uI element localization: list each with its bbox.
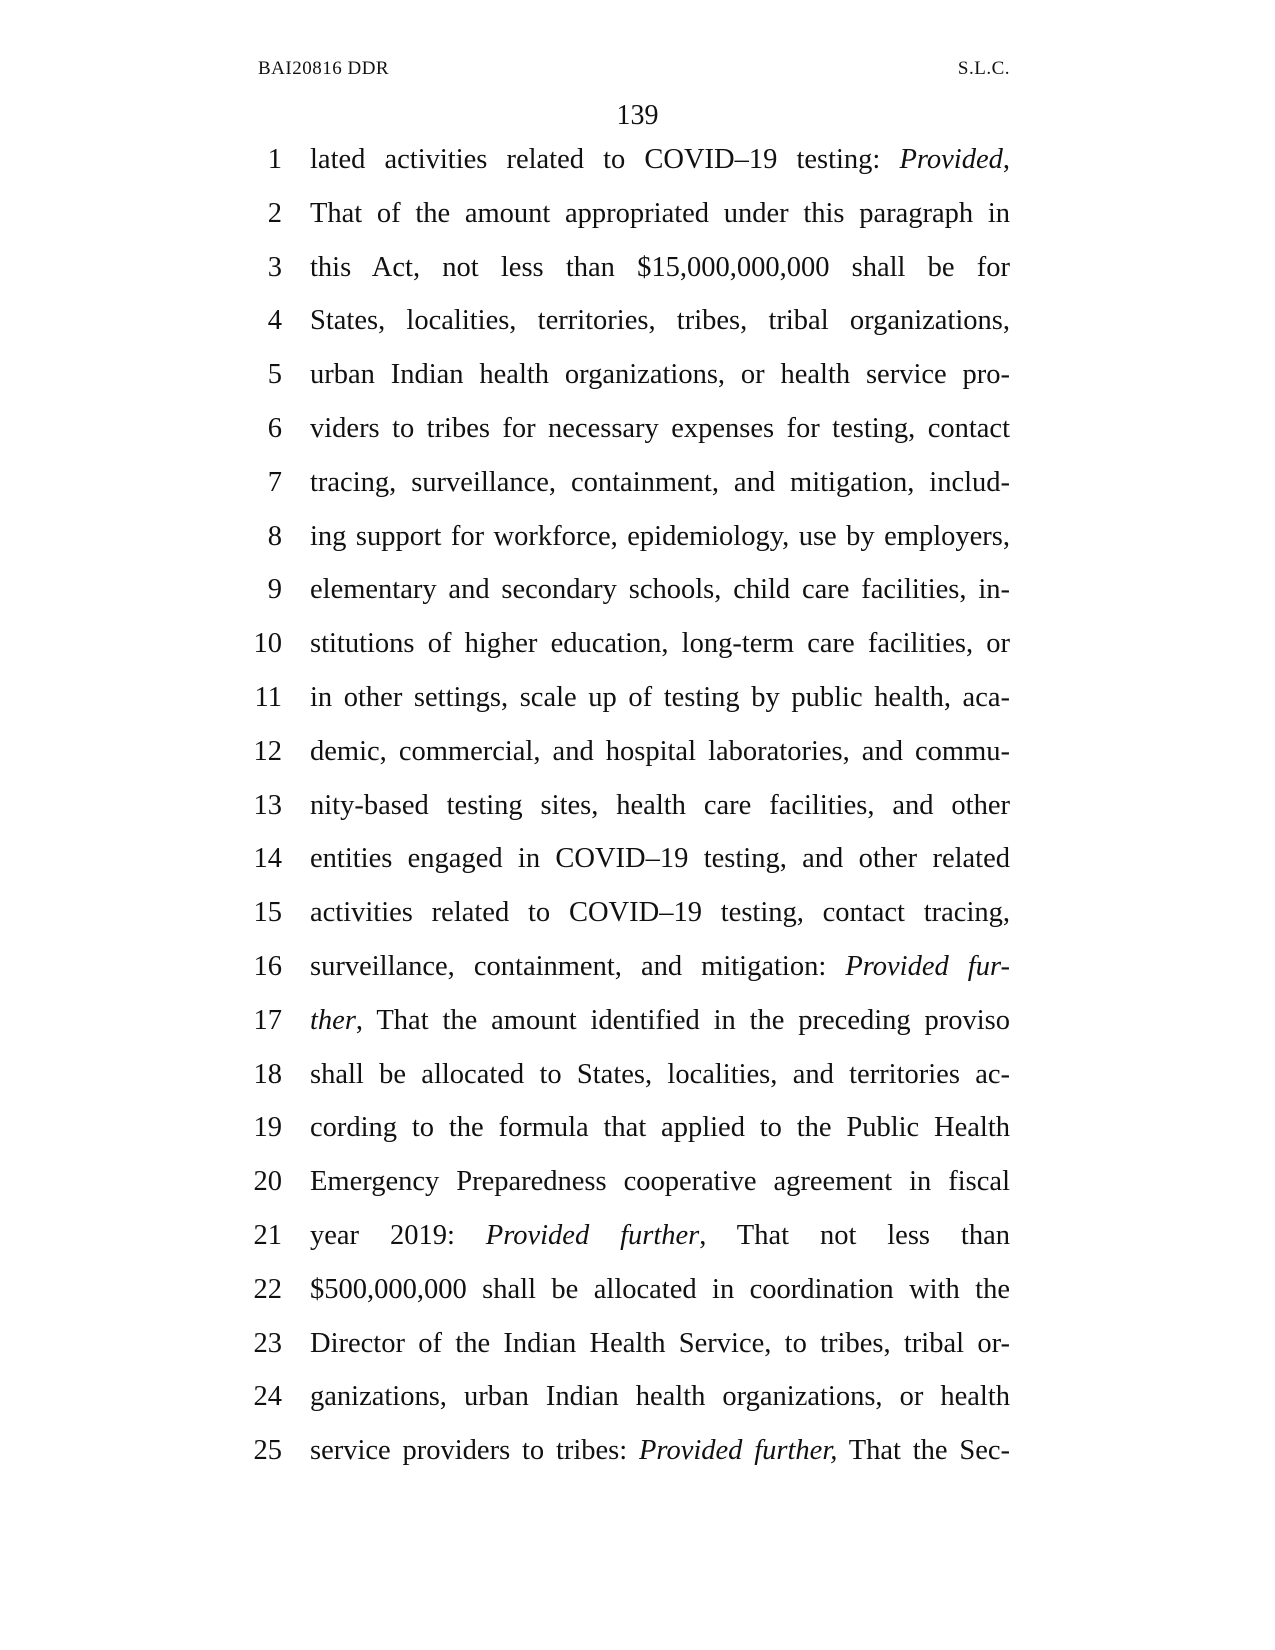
line-text xyxy=(310,194,1010,234)
text-run: activities related to COVID–19 testing, contact tracing, xyxy=(310,897,1010,929)
text-line xyxy=(0,1216,1275,1270)
text-line xyxy=(0,947,1275,1001)
line-number: 11 xyxy=(254,681,282,713)
text-line xyxy=(0,1108,1275,1162)
text-run: lated activities related to COVID–19 testing: xyxy=(310,144,900,175)
text-line xyxy=(0,140,1275,194)
text-run: That of the amount appropriated under this paragraph in xyxy=(310,197,1010,229)
text-line xyxy=(0,1324,1275,1378)
line-text xyxy=(310,1270,1010,1310)
text-run: , That the amount identified in the preceding proviso xyxy=(355,1004,1010,1036)
text-run: service providers to tribes: xyxy=(310,1435,640,1467)
line-number: 7 xyxy=(267,466,282,498)
line-text xyxy=(310,786,1010,826)
line-text xyxy=(310,1431,1010,1471)
text-run: this Act, not less than $15,000,000,000 shall be for xyxy=(310,251,1010,283)
italic-text: Provided further, xyxy=(639,1435,838,1467)
line-text xyxy=(310,301,1010,341)
text-run: urban Indian health organizations, or health service pro- xyxy=(310,359,1010,391)
text-run: in other settings, scale up of testing by public health, aca- xyxy=(310,681,1010,713)
line-number: 14 xyxy=(253,843,282,875)
text-run: ing support for workforce, epidemiology, use by employers, xyxy=(310,520,1010,552)
document-id: BAI20816 DDR xyxy=(258,58,390,79)
text-run: demic, commercial, and hospital laboratories, and commu- xyxy=(310,735,1010,767)
line-text xyxy=(310,1162,1010,1202)
line-number: 9 xyxy=(267,574,282,606)
line-number: 1 xyxy=(267,144,282,175)
text-line xyxy=(0,517,1275,571)
text-line xyxy=(0,1162,1275,1216)
text-line xyxy=(0,463,1275,517)
line-text xyxy=(310,893,1010,933)
line-text xyxy=(310,678,1010,718)
line-number: 20 xyxy=(253,1166,282,1198)
text-run: surveillance, containment, and mitigation: xyxy=(310,950,846,982)
text-line xyxy=(0,732,1275,786)
text-run: cording to the formula that applied to the Public Health xyxy=(310,1112,1010,1144)
line-text xyxy=(310,1001,1010,1041)
line-text xyxy=(310,1055,1010,1095)
text-run: ganizations, urban Indian health organizations, or health xyxy=(310,1381,1010,1413)
line-text xyxy=(310,355,1010,395)
line-number: 18 xyxy=(253,1058,282,1090)
text-line xyxy=(0,786,1275,840)
text-line xyxy=(0,355,1275,409)
line-number: 24 xyxy=(253,1381,282,1413)
text-run: year 2019: xyxy=(310,1219,486,1251)
text-line xyxy=(0,624,1275,678)
line-text xyxy=(310,839,1010,879)
text-run: shall be allocated to States, localities, and territories ac- xyxy=(310,1058,1010,1090)
line-text xyxy=(310,248,1010,288)
line-number: 12 xyxy=(253,735,282,767)
text-line xyxy=(0,1377,1275,1431)
text-line xyxy=(0,678,1275,732)
line-text xyxy=(310,570,1010,610)
text-run: nity-based testing sites, health care facilities, and other xyxy=(310,789,1010,821)
italic-text: Provided fur- xyxy=(845,950,1010,982)
page-number: 139 xyxy=(616,100,659,131)
text-line xyxy=(0,1270,1275,1324)
text-line xyxy=(0,1001,1275,1055)
line-number: 3 xyxy=(267,251,282,283)
line-number: 22 xyxy=(253,1273,282,1305)
line-number: 16 xyxy=(253,950,282,982)
line-number: 10 xyxy=(253,628,282,660)
text-run: , xyxy=(1002,144,1010,175)
line-number: 8 xyxy=(267,520,282,552)
line-number: 6 xyxy=(267,412,282,444)
text-line xyxy=(0,893,1275,947)
text-run: stitutions of higher education, long-term care facilities, or xyxy=(310,628,1010,660)
line-number: 17 xyxy=(253,1004,282,1036)
line-text xyxy=(310,1216,1010,1256)
text-line xyxy=(0,1055,1275,1109)
text-run: elementary and secondary schools, child care facilities, in- xyxy=(310,574,1010,606)
bill-text-body xyxy=(0,140,1275,1485)
text-run: Emergency Preparedness cooperative agreement in fiscal xyxy=(310,1166,1010,1198)
text-line xyxy=(0,194,1275,248)
line-text xyxy=(310,517,1010,557)
text-run: $500,000,000 shall be allocated in coordination with the xyxy=(310,1273,1010,1305)
text-line xyxy=(0,248,1275,302)
line-text xyxy=(310,1108,1010,1148)
line-number: 25 xyxy=(253,1435,282,1467)
line-text xyxy=(310,732,1010,772)
italic-text: Provided xyxy=(899,144,1003,175)
line-number: 15 xyxy=(253,897,282,929)
text-run: , That not less than xyxy=(699,1219,1010,1251)
text-line xyxy=(0,1431,1275,1485)
text-line xyxy=(0,301,1275,355)
line-number: 5 xyxy=(267,359,282,391)
line-number: 23 xyxy=(253,1327,282,1359)
italic-text: ther xyxy=(310,1004,356,1036)
line-number: 2 xyxy=(267,197,282,229)
line-text xyxy=(310,624,1010,664)
text-line xyxy=(0,409,1275,463)
text-run: tracing, surveillance, containment, and mitigation, includ- xyxy=(310,466,1010,498)
text-run: Director of the Indian Health Service, to tribes, tribal or- xyxy=(310,1327,1010,1359)
italic-text: Provided further xyxy=(485,1219,700,1251)
line-text xyxy=(310,1324,1010,1364)
line-number: 13 xyxy=(253,789,282,821)
text-run: viders to tribes for necessary expenses for testing, contact xyxy=(310,412,1010,444)
text-run: entities engaged in COVID–19 testing, and other related xyxy=(310,843,1010,875)
line-text xyxy=(310,409,1010,449)
line-text xyxy=(310,463,1010,503)
text-run: States, localities, territories, tribes, tribal organizations, xyxy=(310,305,1010,337)
text-line xyxy=(0,570,1275,624)
text-line xyxy=(0,839,1275,893)
line-text xyxy=(310,1377,1010,1417)
line-number: 4 xyxy=(267,305,282,337)
text-run: That the Sec- xyxy=(837,1435,1011,1467)
line-number: 21 xyxy=(253,1219,282,1251)
line-text xyxy=(310,140,1010,180)
line-number: 19 xyxy=(253,1112,282,1144)
line-text xyxy=(310,947,1010,987)
office-code: S.L.C. xyxy=(957,58,1010,79)
